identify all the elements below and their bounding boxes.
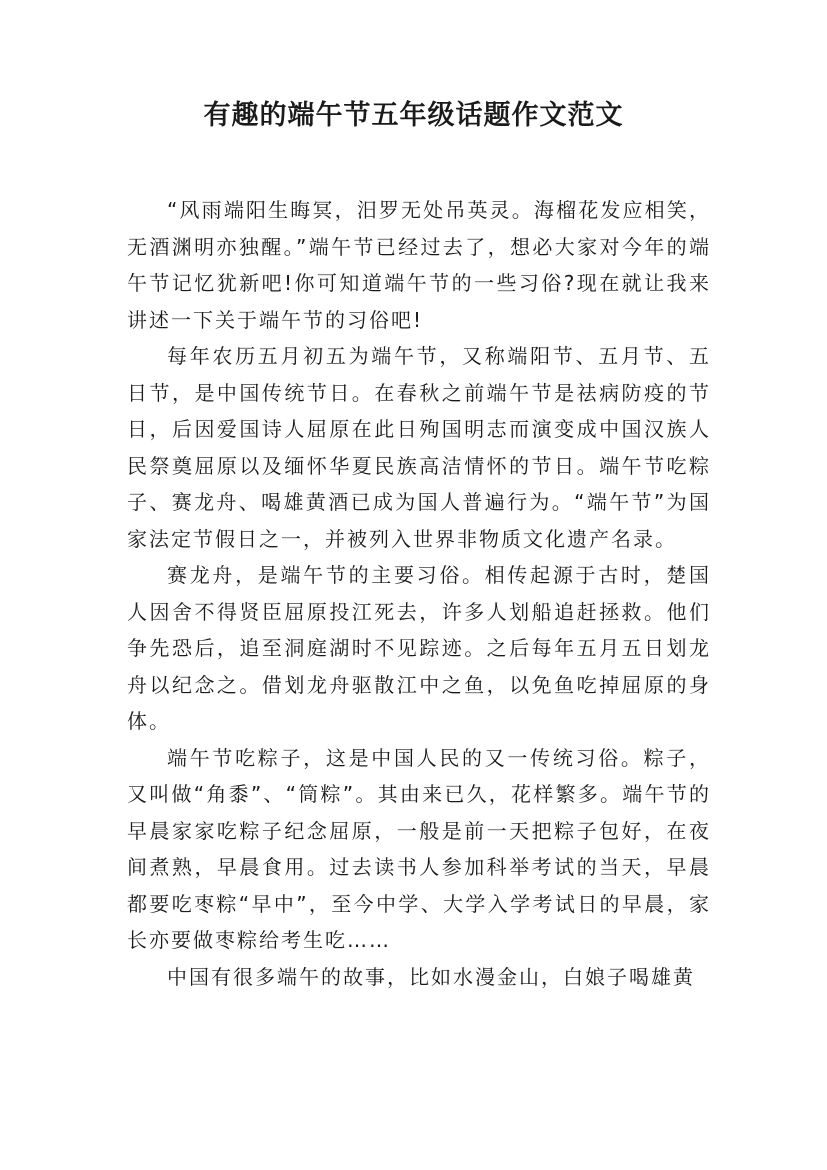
document-title: 有趣的端午节五年级话题作文范文	[203, 100, 624, 131]
paragraph-5: 中国有很多端午的故事，比如水漫金山，白娘子喝雄黄	[167, 964, 695, 989]
paragraph-2: 每年农历五月初五为端午节，又称端阳节、五月节、五日节，是中国传统节日。在春秋之前端午节是祛病防疫的节日，后因爱国诗人屈原在此日殉国明志而演变成中国汉族人民祭奠屈原以及缅怀华夏民族高洁情怀的节日。端午节吃粽子、赛龙舟、喝雄黄酒已成为国人普遍行为。“端午节”为国家法定节假日之一，并被列入世界非物质文化遗产名录。	[127, 344, 711, 551]
paragraph-3: 赛龙舟，是端午节的主要习俗。相传起源于古时，楚国人因舍不得贤臣屈原投江死去，许多人划船追赶拯救。他们争先恐后，追至洞庭湖时不见踪迹。之后每年五月五日划龙舟以纪念之。借划龙舟驱散江中之鱼，以免鱼吃掉屈原的身体。	[127, 563, 711, 733]
document-body	[127, 192, 711, 995]
paragraph-4: 端午节吃粽子，这是中国人民的又一传统习俗。粽子，又叫做“角黍”、“筒粽”。其由来已久，花样繁多。端午节的早晨家家吃粽子纪念屈原，一般是前一天把粽子包好，在夜间煮熟，早晨食用。过去读书人参加科举考试的当天，早晨都要吃枣粽“早中”，至今中学、大学入学考试日的早晨，家长亦要做枣粽给考生吃……	[127, 745, 711, 952]
paragraph-1: “风雨端阳生晦冥，汨罗无处吊英灵。海榴花发应相笑，无酒渊明亦独醒。”端午节已经过去了，想必大家对今年的端午节记忆犹新吧!你可知道端午节的一些习俗?现在就让我来讲述一下关于端午节的习俗吧!	[127, 198, 711, 332]
